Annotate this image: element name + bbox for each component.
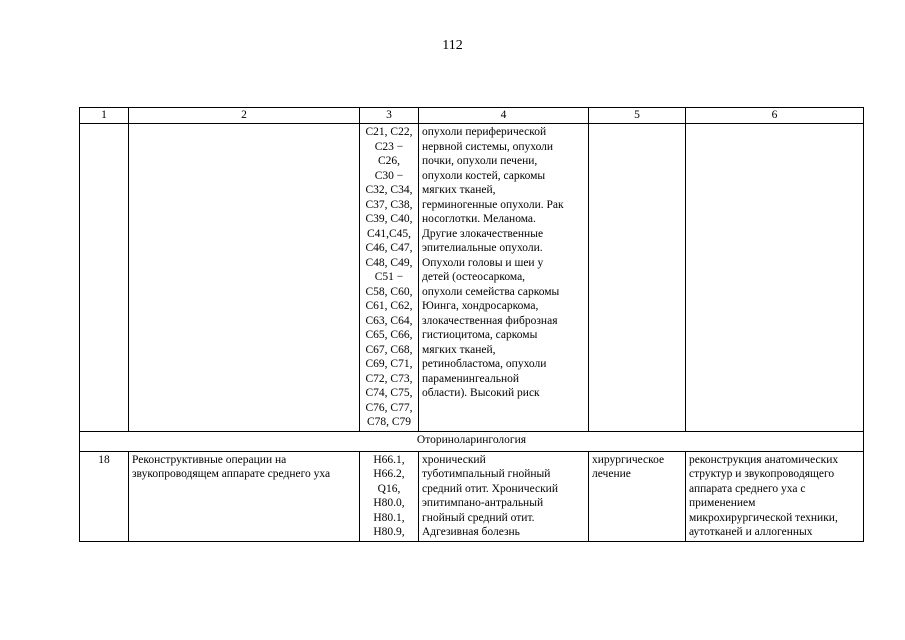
- icd-code: Q16,: [377, 482, 401, 495]
- icd-code: H80.9,: [373, 526, 405, 538]
- medical-care-table: [79, 107, 864, 542]
- column-number-3: 3: [360, 108, 419, 124]
- diagnosis-text-line: опухоли семейства саркомы: [422, 285, 560, 298]
- icd-code: C74, C75,: [365, 387, 413, 399]
- row-number-cell: [80, 124, 129, 432]
- icd-code: C39, C40,: [365, 213, 413, 225]
- method-text-line: аппарата среднего уха с: [689, 482, 806, 495]
- method-text-line: применением: [689, 497, 756, 509]
- diagnosis-text-line: эпителиальные опухоли.: [422, 242, 543, 254]
- diagnosis-text-line: туботимпальный гнойный: [422, 468, 551, 480]
- diagnosis-text-line: параменингеальной: [422, 372, 520, 385]
- icd-code: C65, C66,: [365, 329, 413, 341]
- diagnosis-cell: [419, 451, 589, 541]
- row-number-cell: 18: [80, 451, 129, 541]
- icd-code: C51 −: [374, 271, 404, 283]
- icd-code: C30 −: [374, 169, 404, 182]
- icd-code: C76, C77,: [365, 401, 413, 414]
- table-row-continuation: [80, 124, 864, 432]
- section-row: [80, 431, 864, 451]
- treatment-type-cell: хирургическое лечение: [589, 451, 686, 541]
- diagnosis-text-line: носоглотки. Меланома.: [422, 213, 536, 225]
- diagnosis-text-line: средний отит. Хронический: [422, 482, 558, 495]
- diagnosis-text-line: гнойный средний отит.: [422, 511, 535, 524]
- icd-code: C58, C60,: [365, 285, 413, 298]
- diagnosis-text-line: Юинга, хондросаркома,: [422, 300, 539, 312]
- diagnosis-text-line: злокачественная фиброзная: [422, 314, 558, 327]
- icd-code: C48, C49,: [365, 256, 413, 269]
- diagnosis-text-line: мягких тканей,: [422, 184, 496, 196]
- icd-code: C67, C68,: [365, 343, 413, 356]
- diagnosis-text-line: почки, опухоли печени,: [422, 155, 538, 167]
- column-number-row: [80, 108, 864, 124]
- method-text-line: структур и звукопроводящего: [689, 468, 835, 480]
- diagnosis-text-line: ретинобластома, опухоли: [422, 358, 547, 370]
- treatment-method-cell: [686, 451, 864, 541]
- column-number-4: 4: [419, 108, 589, 124]
- section-title: Оториноларингология: [80, 431, 864, 451]
- diagnosis-text-line: опухоли периферической: [422, 126, 547, 138]
- diagnosis-text-line: нервной системы, опухоли: [422, 140, 554, 153]
- table-row-18: [80, 451, 864, 541]
- diagnosis-text-line: герминогенные опухоли. Рак: [422, 198, 564, 211]
- column-number-2: 2: [129, 108, 360, 124]
- diagnosis-cell: [419, 124, 589, 432]
- treatment-type-cell: [589, 124, 686, 432]
- diagnosis-text-line: области). Высокий риск: [422, 387, 540, 399]
- intervention-name-cell: Реконструктивные операции на звукопроводящем аппарате среднего уха: [129, 451, 360, 541]
- method-text-line: микрохирургической техники,: [689, 511, 838, 524]
- icd-code: C21, C22,: [365, 126, 413, 138]
- icd-code: C61, C62,: [365, 300, 413, 312]
- diagnosis-text-line: Другие злокачественные: [422, 227, 544, 240]
- icd-code: C26,: [377, 155, 401, 167]
- diagnosis-text-line: хронический: [422, 453, 486, 466]
- diagnosis-text-line: мягких тканей,: [422, 343, 496, 356]
- icd-code: C63, C64,: [365, 314, 413, 327]
- diagnosis-text-line: опухоли костей, саркомы: [422, 169, 546, 182]
- icd-code: H66.1,: [373, 453, 405, 466]
- column-number-1: 1: [80, 108, 129, 124]
- icd-codes-cell: [360, 124, 419, 432]
- icd-code: C78, C79: [366, 416, 412, 428]
- icd-code: C32, C34,: [365, 184, 413, 196]
- icd-code: C69, C71,: [365, 358, 413, 370]
- method-text-line: аутотканей и аллогенных: [689, 526, 813, 538]
- page-number: 112: [442, 38, 463, 53]
- icd-codes-cell: [360, 451, 419, 541]
- method-text-line: реконструкция анатомических: [689, 453, 839, 466]
- icd-code: H66.2,: [373, 468, 405, 480]
- column-number-6: 6: [686, 108, 864, 124]
- column-number-5: 5: [589, 108, 686, 124]
- diagnosis-text-line: Опухоли головы и шеи у: [422, 256, 544, 269]
- diagnosis-text-line: гистиоцитома, саркомы: [422, 329, 538, 341]
- icd-code: C41,C45,: [366, 227, 412, 240]
- intervention-name-cell: [129, 124, 360, 432]
- diagnosis-text-line: детей (остеосаркома,: [422, 271, 526, 283]
- icd-code: H80.0,: [373, 497, 405, 509]
- icd-code: C23 −: [374, 140, 404, 153]
- icd-code: C72, C73,: [365, 372, 413, 385]
- icd-code: C37, C38,: [365, 198, 413, 211]
- diagnosis-text-line: Адгезивная болезнь: [422, 526, 520, 538]
- icd-code: H80.1,: [373, 511, 405, 524]
- diagnosis-text-line: эпитимпано-антральный: [422, 497, 544, 509]
- icd-code: C46, C47,: [365, 242, 413, 254]
- treatment-method-cell: [686, 124, 864, 432]
